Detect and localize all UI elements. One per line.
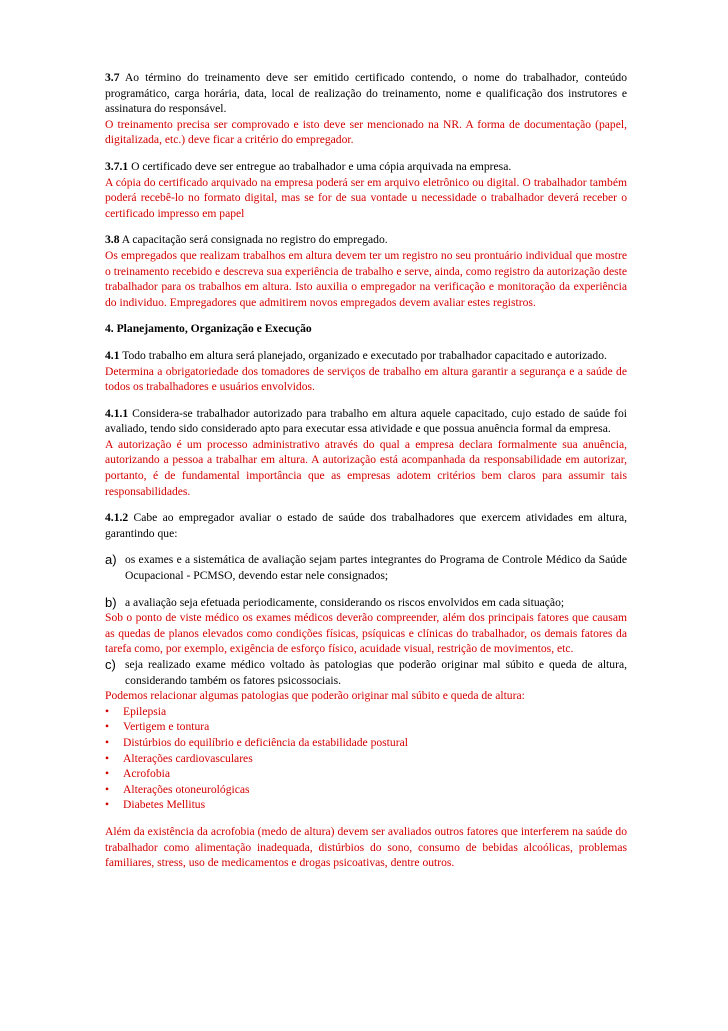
list-item	[105, 719, 627, 735]
list-item-c	[105, 657, 627, 688]
pathology-text: Acrofobia	[123, 767, 170, 781]
section-number: 4.1.2	[105, 511, 129, 525]
section-4-1-1-note: A autorização é um processo administrativo através do qual a empresa declara formalmente sua anuência, autorizando a pessoa a trabalhar em altura. A autorização está acompanhada da responsabilidade em autorizar, portanto, é de fundamental importância que as empresas adotem critérios bem claros para assumir tais responsabilidades.	[105, 437, 627, 498]
section-text: Ao término do treinamento deve ser emitido certificado contendo, o nome do trabalhador, conteúdo programático, carga horária, data, local de realização do treinamento, nome e qualificação dos instrutores e assinatura do responsável.	[105, 71, 627, 116]
item-text: seja realizado exame médico voltado às patologias que poderão originar mal súbito e queda de altura, considerando também os fatores psicossociais.	[125, 658, 627, 687]
item-text: os exames e a sistemática de avaliação sejam partes integrantes do Programa de Controle Médico da Saúde Ocupacional - PCMSO, devendo estar nele consignados;	[125, 553, 627, 583]
section-number: 3.7.1	[105, 159, 129, 173]
item-label: a)	[105, 552, 117, 568]
list-item-b-note: Sob o ponto de viste médico os exames médicos deverão compreender, além dos principais fatores que causam as quedas de planos elevados como condições físicas, psíquicas e clínicas do trabalhador, os demais fatores da tarefa como, por exemplo, exigência de esforço físico, acuidade visual, restrição de movimentos, etc.	[105, 611, 627, 656]
section-text: Todo trabalho em altura será planejado, organizado e executado por trabalhador capacitado e autorizado.	[119, 348, 607, 362]
pathology-text: Diabetes Mellitus	[123, 798, 206, 812]
pathology-text: Epilepsia	[123, 704, 167, 718]
pathology-list	[105, 704, 627, 813]
section-3-7-1	[105, 159, 627, 175]
section-4-1-note: Determina a obrigatoriedade dos tomadores de serviços de trabalho em altura garantir a segurança e a saúde de todos os trabalhadores e usuários envolvidos.	[105, 364, 627, 394]
section-text: O certificado deve ser entregue ao trabalhador e uma cópia arquivada na empresa.	[128, 159, 512, 173]
section-text: Cabe ao empregador avaliar o estado de saúde dos trabalhadores que exercem atividades em altura, garantindo que:	[105, 511, 627, 540]
bullet-icon: •	[105, 782, 110, 796]
list-item-b	[105, 595, 627, 611]
bullet-icon: •	[105, 735, 110, 749]
section-3-7	[105, 70, 627, 117]
section-text: Considera-se trabalhador autorizado para trabalho em altura aquele capacitado, cujo estado de saúde foi avaliado, tendo sido considerado apto para executar essa atividade e que possua anuência formal da empresa.	[105, 406, 627, 436]
section-3-8-note: Os empregados que realizam trabalhos em altura devem ter um registro no seu prontuário individual que mostre o treinamento recebido e descreva sua experiência de trabalho e serve, ainda, como registro da autorização deste trabalhador para os trabalhos em altura. Isto auxilia o empregador na verificação e monitoração da experiência do individuo. Empregadores que admitirem novos empregados devem avaliar estes registros.	[105, 248, 627, 309]
section-number: 3.8	[105, 233, 120, 247]
document-page	[105, 70, 627, 871]
item-label: b)	[105, 594, 117, 610]
list-item-a	[105, 552, 627, 583]
bullet-icon: •	[105, 720, 110, 734]
bullet-icon: •	[105, 767, 110, 781]
section-number: 4.1	[105, 348, 120, 362]
list-item	[105, 704, 627, 720]
list-item	[105, 766, 627, 782]
bullet-icon: •	[105, 798, 110, 812]
list-item	[105, 797, 627, 813]
bullet-icon: •	[105, 704, 110, 718]
section-4-1-2	[105, 510, 627, 541]
section-number: 4.1.1	[105, 406, 129, 420]
section-3-7-note: O treinamento precisa ser comprovado e isto deve ser mencionado na NR. A forma de documentação (papel, digitalizada, etc.) deve ficar a critério do empregador.	[105, 117, 627, 147]
pathology-text: Alterações otoneurológicas	[123, 782, 250, 796]
item-text: a avaliação seja efetuada periodicamente, considerando os riscos envolvidos em cada situação;	[125, 595, 565, 609]
list-item-c-note: Podemos relacionar algumas patologias que poderão originar mal súbito e queda de altura:	[105, 689, 525, 703]
closing-paragraph: Além da existência da acrofobia (medo de altura) devem ser avaliados outros fatores que interferem na saúde do trabalhador como alimentação inadequada, distúrbios do sono, consumo de bebidas alcoólicas, problemas familiares, stress, uso de medicamentos e drogas psicoativas, dentre outros.	[105, 824, 627, 870]
list-item	[105, 782, 627, 798]
section-4-heading: 4. Planejamento, Organização e Execução	[105, 322, 312, 336]
pathology-text: Vertigem e tontura	[123, 720, 210, 734]
section-text: A capacitação será consignada no registro do empregado.	[119, 233, 388, 247]
pathology-text: Distúrbios do equilíbrio e deficiência da estabilidade postural	[123, 735, 408, 749]
pathology-text: Alterações cardiovasculares	[123, 751, 253, 765]
list-item	[105, 751, 627, 767]
section-3-8	[105, 232, 627, 248]
section-number: 3.7	[105, 71, 120, 84]
section-4-1	[105, 348, 627, 364]
section-3-7-1-note: A cópia do certificado arquivado na empresa poderá ser em arquivo eletrônico ou digital. O trabalhador também poderá recebê-lo no formato digital, mas se for de sua vontade u necessidade o trabalhador deverá receber o certificado impresso em papel	[105, 175, 627, 220]
section-4-1-1	[105, 406, 627, 437]
list-item	[105, 735, 627, 751]
item-label: c)	[105, 657, 116, 672]
bullet-icon: •	[105, 751, 110, 765]
